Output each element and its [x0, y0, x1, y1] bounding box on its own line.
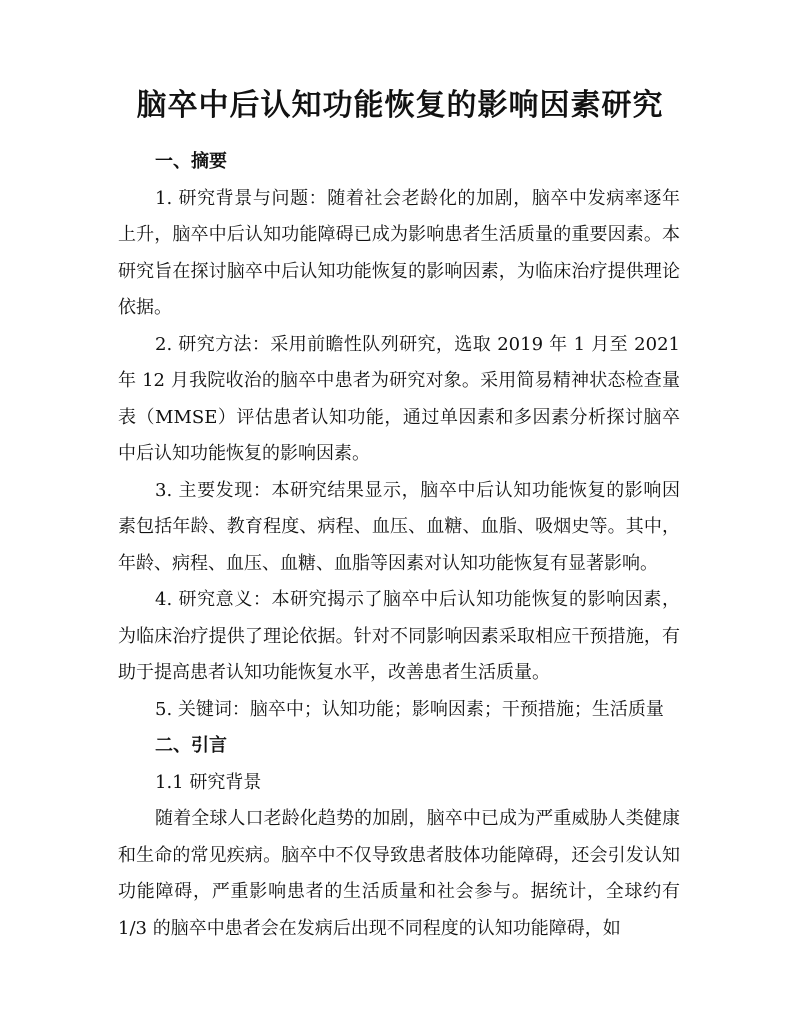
document-body	[118, 144, 680, 947]
abstract-paragraph-background: 1. 研究背景与问题：随着社会老龄化的加剧，脑卒中发病率逐年上升，脑卒中后认知功能障碍已成为影响患者生活质量的重要因素。本研究旨在探讨脑卒中后认知功能恢复的影响因素，为临床治疗提供理论依据。	[118, 187, 680, 318]
section-heading-abstract: 一、摘要	[155, 151, 227, 172]
introduction-paragraph: 随着全球人口老龄化趋势的加剧，脑卒中已成为严重威胁人类健康和生命的常见疾病。脑卒中不仅导致患者肢体功能障碍，还会引发认知功能障碍，严重影响患者的生活质量和社会参与。据统计，全球约有 1/3 的脑卒中患者会在发病后出现不同程度的认知功能障碍，如	[118, 808, 680, 939]
abstract-paragraph-methods: 2. 研究方法：采用前瞻性队列研究，选取 2019 年 1 月至 2021 年 12 月我院收治的脑卒中患者为研究对象。采用简易精神状态检查量表（MMSE）评估患者认知功能，通过单因素和多因素分析探讨脑卒中后认知功能恢复的影响因素。	[118, 333, 680, 464]
abstract-paragraph-findings: 3. 主要发现：本研究结果显示，脑卒中后认知功能恢复的影响因素包括年龄、教育程度、病程、血压、血糖、血脂、吸烟史等。其中，年龄、病程、血压、血糖、血脂等因素对认知功能恢复有显著影响。	[118, 479, 680, 574]
subsection-heading-background: 1.1 研究背景	[155, 771, 262, 793]
document-title: 脑卒中后认知功能恢复的影响因素研究	[136, 88, 664, 123]
section-heading-introduction: 二、引言	[155, 735, 227, 756]
abstract-paragraph-keywords: 5. 关键词：脑卒中；认知功能；影响因素；干预措施；生活质量	[155, 698, 664, 720]
abstract-paragraph-significance: 4. 研究意义：本研究揭示了脑卒中后认知功能恢复的影响因素，为临床治疗提供了理论依据。针对不同影响因素采取相应干预措施，有助于提高患者认知功能恢复水平，改善患者生活质量。	[118, 589, 680, 683]
